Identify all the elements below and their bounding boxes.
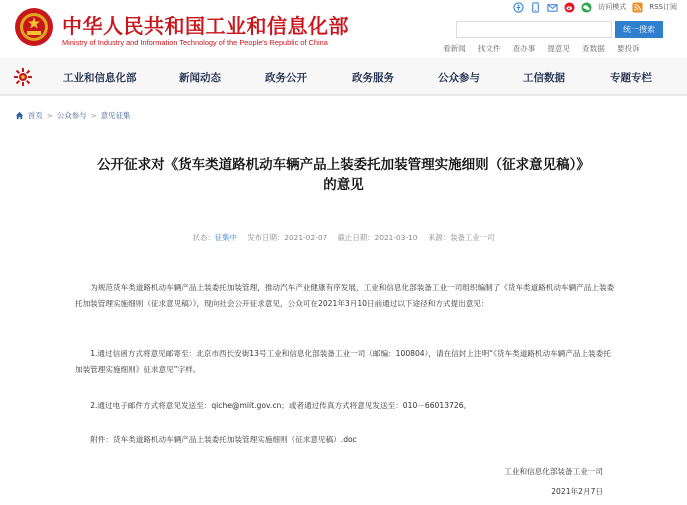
email-icon[interactable] bbox=[547, 2, 558, 13]
accessibility-link[interactable]: 访问模式 bbox=[598, 3, 627, 11]
quick-link-feedback[interactable]: 提意见 bbox=[547, 44, 571, 53]
signature-org: 工业和信息化部装备工业一司 bbox=[504, 467, 603, 476]
weibo-icon[interactable] bbox=[564, 2, 575, 13]
wechat-icon[interactable] bbox=[581, 2, 592, 13]
status-badge: 征集中 bbox=[214, 233, 237, 242]
breadcrumb-public-participation[interactable]: 公众参与 bbox=[57, 111, 87, 120]
mobile-icon[interactable] bbox=[530, 2, 541, 13]
site-title-en: Ministry of Industry and Information Technology of the People's Republic of China bbox=[62, 38, 328, 47]
quick-link-files[interactable]: 找文件 bbox=[477, 44, 501, 53]
deadline-date: 2021-03-10 bbox=[374, 233, 418, 242]
article-title-line2: 的意见 bbox=[323, 177, 364, 193]
attachment-link[interactable]: 附件：货车类道路机动车辆产品上装委托加装管理实施细则（征求意见稿）.doc bbox=[90, 435, 357, 444]
breadcrumb-separator: > bbox=[46, 111, 53, 120]
article-title bbox=[40, 155, 647, 195]
quick-links bbox=[443, 43, 640, 54]
source-value: 装备工业一司 bbox=[450, 233, 495, 242]
nav-item-data[interactable]: 工信数据 bbox=[523, 72, 565, 84]
nav-item-ministry[interactable]: 工业和信息化部 bbox=[63, 72, 137, 84]
main-nav bbox=[0, 58, 687, 96]
article-paragraph: 2.通过电子邮件方式将意见发送至：qiche@miit.gov.cn；或者通过传真方式将意见发送至：010－66013726。 bbox=[90, 401, 472, 410]
publish-date: 2021-02-07 bbox=[284, 233, 328, 242]
nav-logo-icon[interactable] bbox=[13, 67, 33, 87]
nav-item-services[interactable]: 政务服务 bbox=[352, 72, 394, 84]
article-meta bbox=[0, 232, 687, 243]
search-input[interactable] bbox=[456, 21, 612, 38]
nav-item-public-participation[interactable]: 公众参与 bbox=[438, 72, 480, 84]
breadcrumb-opinion-collection[interactable]: 意见征集 bbox=[100, 111, 131, 120]
quick-link-data[interactable]: 查数据 bbox=[582, 44, 605, 53]
site-title-cn[interactable]: 中华人民共和国工业和信息化部 bbox=[62, 14, 349, 38]
status-label: 状态： bbox=[192, 233, 215, 242]
article-paragraph: 为规范货车类道路机动车辆产品上装委托加装管理，推动汽车产业健康有序发展，工业和信息化部装备工业一司组织编制了《货车类道路机动车辆产品上装委托加装管理实施细则（征求意见稿）》，现向社会公开征求意见，公众可在2021年3月10日前通过以下途径和方式提出意见： bbox=[75, 283, 615, 308]
site-header bbox=[0, 0, 687, 58]
nav-item-news[interactable]: 新闻动态 bbox=[179, 72, 221, 84]
national-emblem-icon[interactable] bbox=[14, 7, 54, 47]
accessibility-icon[interactable] bbox=[513, 2, 524, 13]
deadline-label: 截止日期： bbox=[337, 233, 375, 242]
publish-date-label: 发布日期： bbox=[247, 233, 285, 242]
home-icon[interactable] bbox=[15, 111, 24, 120]
nav-item-topics[interactable]: 专题专栏 bbox=[610, 72, 652, 84]
rss-icon[interactable] bbox=[632, 2, 643, 13]
top-tools bbox=[513, 0, 677, 14]
breadcrumb-home[interactable]: 首页 bbox=[28, 111, 43, 120]
breadcrumb bbox=[15, 110, 130, 121]
rss-link[interactable]: RSS订阅 bbox=[649, 3, 677, 11]
signature-date: 2021年2月7日 bbox=[551, 487, 603, 496]
quick-link-services[interactable]: 查办事 bbox=[512, 44, 536, 53]
article-paragraph: 1.通过信函方式将意见邮寄至：北京市西长安街13号工业和信息化部装备工业一司（邮编：100804），请在信封上注明“《货车类道路机动车辆产品上装委托加装管理实施细则》征求意见”字样。 bbox=[75, 349, 611, 374]
nav-item-government-affairs[interactable]: 政务公开 bbox=[265, 72, 307, 84]
quick-link-news[interactable]: 看新闻 bbox=[443, 44, 466, 53]
article-title-line1: 公开征求对《货车类道路机动车辆产品上装委托加装管理实施细则（征求意见稿）》 bbox=[97, 157, 590, 173]
source-label: 来源： bbox=[427, 233, 451, 242]
breadcrumb-separator: > bbox=[90, 111, 97, 120]
search-button[interactable]: 统一搜索 bbox=[615, 21, 663, 38]
quick-link-complaint[interactable]: 要投诉 bbox=[616, 44, 640, 53]
